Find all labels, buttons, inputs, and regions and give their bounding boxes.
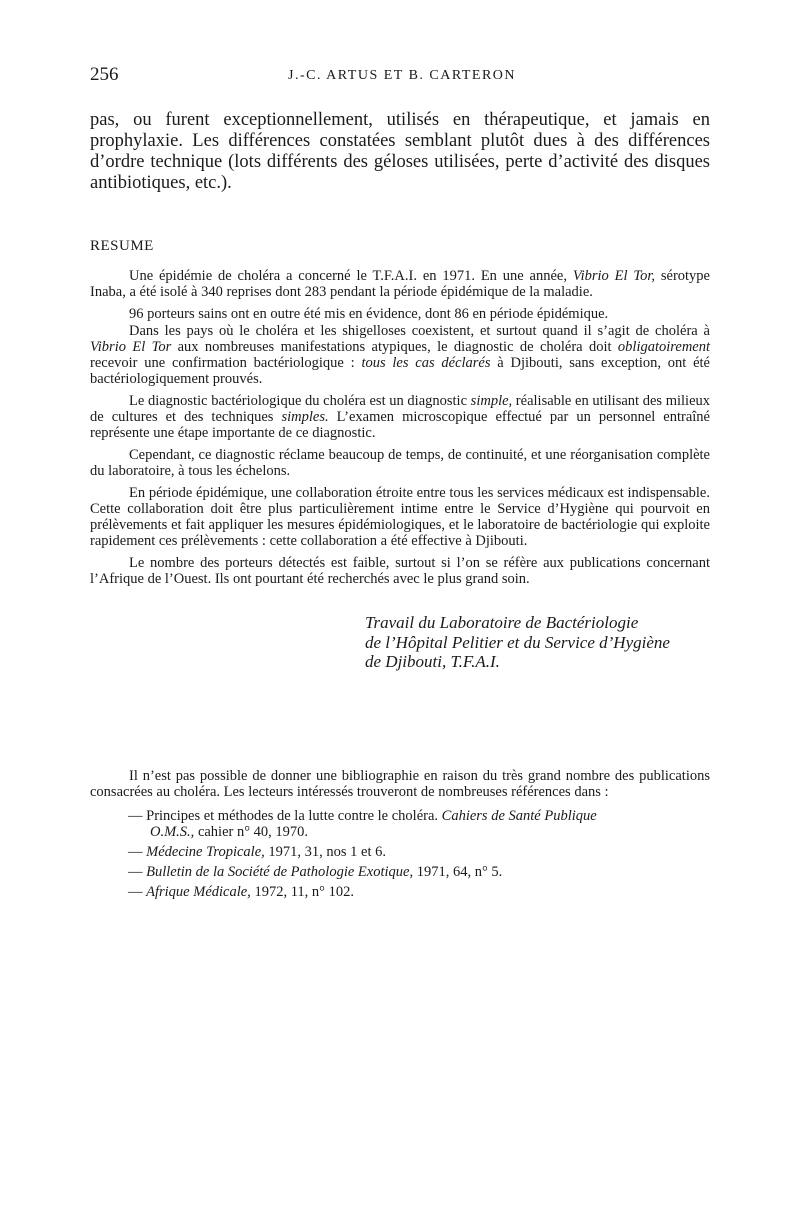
reference-item-1: — Principes et méthodes de la lutte contre le choléra. Cahiers de Santé Publique O.M.S., cahier n° 40, 1970. bbox=[128, 807, 597, 840]
running-head: J.-C. ARTUS ET B. CARTERON bbox=[288, 68, 517, 83]
intro-section bbox=[90, 110, 710, 194]
reference-item-3: — Bulletin de la Société de Pathologie Exotique, 1971, 64, n° 5. bbox=[128, 863, 503, 880]
reference-item-4: — Afrique Médicale, 1972, 11, n° 102. bbox=[128, 883, 354, 900]
reference-list bbox=[90, 808, 710, 900]
summary-heading: RESUME bbox=[90, 238, 154, 254]
reference-item-2: — Médecine Tropicale, 1971, 31, nos 1 et 6. bbox=[128, 843, 387, 860]
summary-paragraph-1: Une épidémie de choléra a concerné le T.F.A.I. en 1971. En une année, Vibrio El Tor, sérotype Inaba, a été isolé à 340 reprises dont 283 pendant la période épidémique de la maladie. bbox=[90, 268, 710, 300]
affiliation-line-2: de l’Hôpital Pelitier et du Service d’Hygiène bbox=[365, 632, 670, 652]
page-body bbox=[90, 110, 710, 904]
bibliography-intro: Il n’est pas possible de donner une bibliographie en raison du très grand nombre des publications consacrées au choléra. Les lecteurs intéressés trouveront de nombreuses références dans : bbox=[90, 767, 710, 800]
page-header bbox=[90, 64, 710, 94]
summary-paragraph-4: Le diagnostic bactériologique du choléra est un diagnostic simple, réalisable en utilisant des milieux de cultures et des techniques simples. L’examen microscopique effectué par un personnel entraîné représente une étape importante de ce diagnostic. bbox=[90, 393, 710, 441]
summary-paragraph-3: Dans les pays où le choléra et les shigelloses coexistent, et surtout quand il s’agit de choléra à Vibrio El Tor aux nombreuses manifestations atypiques, le diagnostic de choléra doit obligatoirement recevoir une confirmation bactériologique : tous les cas déclarés à Djibouti, sans exception, ont été bactériologiquement prouvés. bbox=[90, 323, 711, 387]
summary-section bbox=[90, 268, 710, 587]
affiliation-signature bbox=[365, 613, 710, 672]
summary-paragraph-5: Cependant, ce diagnostic réclame beaucoup de temps, de continuité, et une réorganisation complète du laboratoire, à tous les échelons. bbox=[90, 447, 710, 479]
summary-paragraph-2: 96 porteurs sains ont en outre été mis en évidence, dont 86 en période épidémique. bbox=[129, 306, 609, 322]
bibliography-section bbox=[90, 768, 710, 900]
affiliation-line-1: Travail du Laboratoire de Bactériologie bbox=[365, 613, 639, 632]
summary-paragraph-7: Le nombre des porteurs détectés est faible, surtout si l’on se réfère aux publications concernant l’Afrique de l’Ouest. Ils ont pourtant été recherchés avec le plus grand soin. bbox=[90, 555, 710, 587]
intro-paragraph: pas, ou furent exceptionnellement, utilisés en thérapeutique, et jamais en prophylaxie. Les différences constatées semblant plutôt dues à des différences d’ordre technique (lots différents des géloses utilisées, perte d’activité des disques antibiotiques, etc.). bbox=[90, 110, 710, 193]
summary-paragraph-6: En période épidémique, une collaboration étroite entre tous les services médicaux est indispensable. Cette collaboration doit être plus particulièrement intime entre le Service d’Hygiène qui pourvoit en prélèvements et fait appliquer les mesures épidémiologiques, et le laboratoire de bactériologie qui exploite rapidement ces prélèvements : cette collaboration a été effective à Djibouti. bbox=[90, 485, 710, 549]
page-number: 256 bbox=[90, 64, 119, 85]
affiliation-line-3: de Djibouti, T.F.A.I. bbox=[365, 652, 500, 671]
